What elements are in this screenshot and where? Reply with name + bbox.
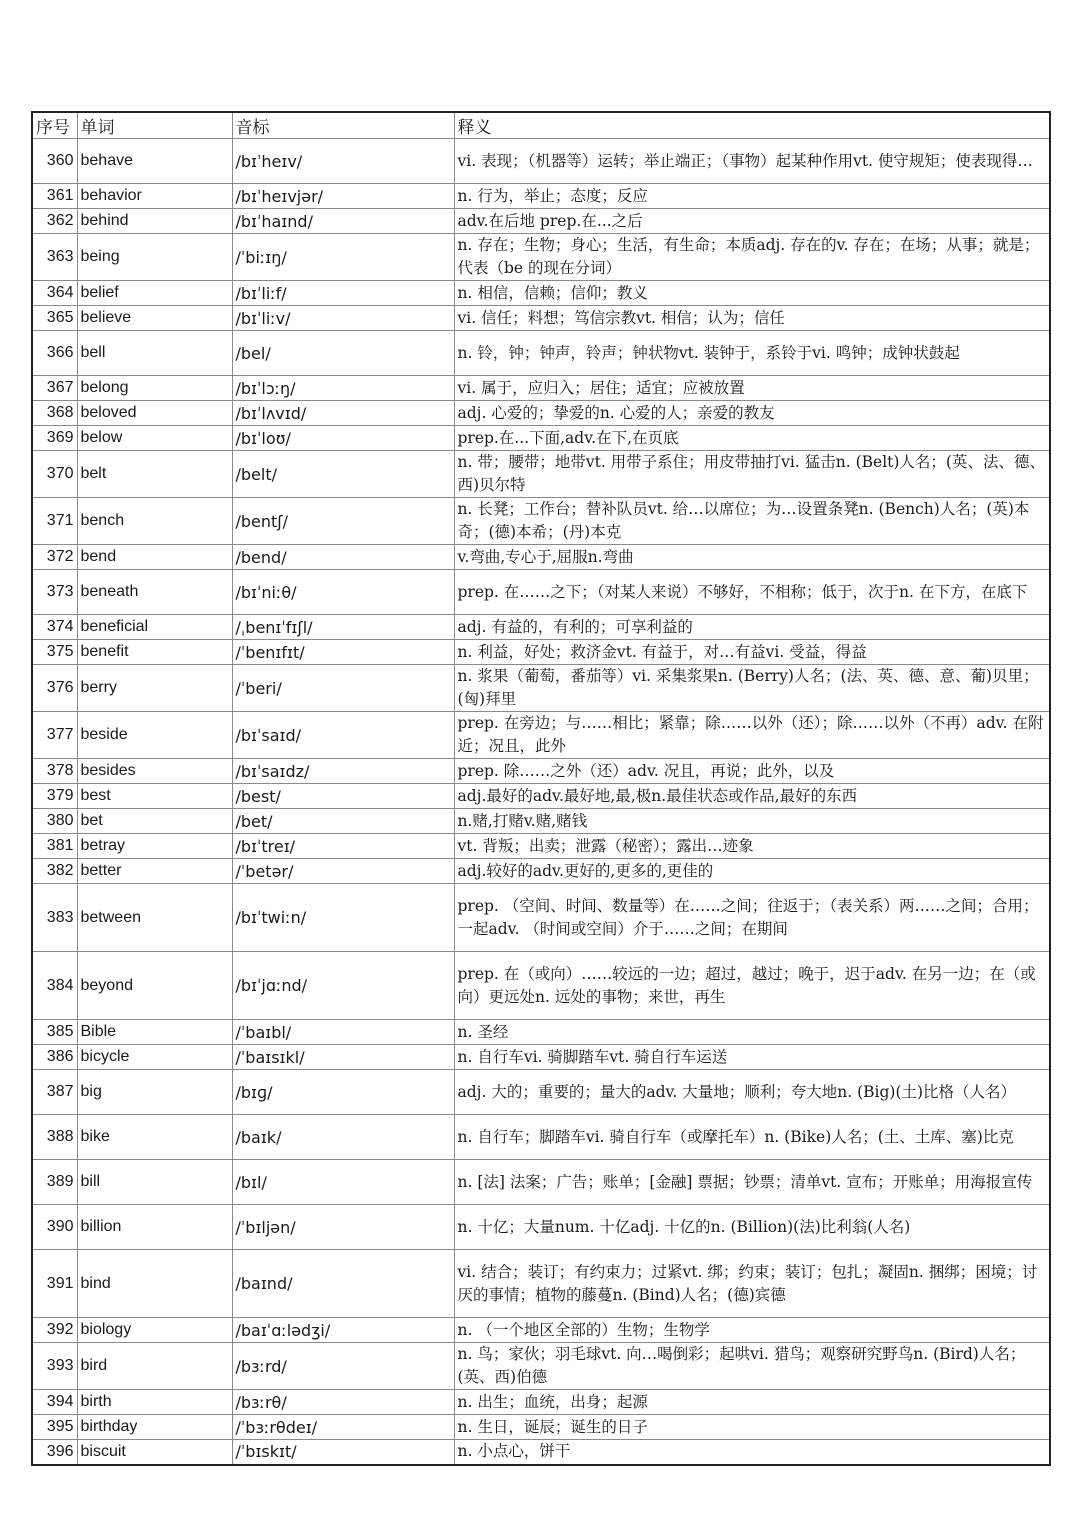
row-word: berry (77, 665, 232, 712)
row-phonetic: /baɪnd/ (232, 1250, 454, 1318)
row-definition: prep.在...下面,adv.在下,在页底 (454, 426, 1050, 451)
row-word: besides (77, 759, 232, 784)
row-word: below (77, 426, 232, 451)
row-phonetic: /bɪˈjɑːnd/ (232, 952, 454, 1020)
row-phonetic: /bɪˈniːθ/ (232, 570, 454, 615)
table-row (32, 952, 1050, 1020)
row-num: 366 (32, 331, 77, 376)
table-row (32, 859, 1050, 884)
row-definition: n. 长凳；工作台；替补队员vt. 给…以席位；为…设置条凳n. (Bench)人名；(英)本奇；(德)本希；(丹)本克 (454, 498, 1050, 545)
row-num: 393 (32, 1343, 77, 1390)
row-word: benefit (77, 640, 232, 665)
row-definition: prep. （空间、时间、数量等）在……之间；往返于；（表关系）两……之间；合用；一起adv. （时间或空间）介于……之间；在期间 (454, 884, 1050, 952)
row-num: 376 (32, 665, 77, 712)
row-phonetic: /bɜːrd/ (232, 1343, 454, 1390)
row-definition: n. [法] 法案；广告；账单；[金融] 票据；钞票；清单vt. 宣布；开账单；用海报宣传 (454, 1160, 1050, 1205)
table-row (32, 1440, 1050, 1465)
table-row (32, 451, 1050, 498)
row-word: birthday (77, 1415, 232, 1440)
row-word: biology (77, 1318, 232, 1343)
row-definition: prep. 在……之下；（对某人来说）不够好，不相称；低于，次于n. 在下方，在底下 (454, 570, 1050, 615)
table-row (32, 139, 1050, 184)
row-phonetic: /belt/ (232, 451, 454, 498)
table-row (32, 615, 1050, 640)
table-row (32, 184, 1050, 209)
row-definition: prep. 除……之外（还）adv. 况且，再说；此外，以及 (454, 759, 1050, 784)
row-word: bend (77, 545, 232, 570)
row-num: 383 (32, 884, 77, 952)
row-num: 374 (32, 615, 77, 640)
row-word: better (77, 859, 232, 884)
row-definition: n. 浆果（葡萄，番茄等）vi. 采集浆果n. (Berry)人名；(法、英、德、意、葡)贝里；(匈)拜里 (454, 665, 1050, 712)
row-phonetic: /bɜːrθ/ (232, 1390, 454, 1415)
row-word: belt (77, 451, 232, 498)
row-definition: v.弯曲,专心于,屈服n.弯曲 (454, 545, 1050, 570)
table-row (32, 1415, 1050, 1440)
row-definition: n. 鸟；家伙；羽毛球vt. 向…喝倒彩；起哄vi. 猎鸟；观察研究野鸟n. (Bird)人名；(英、西)伯德 (454, 1343, 1050, 1390)
table-header-row (32, 112, 1050, 139)
row-num: 378 (32, 759, 77, 784)
row-definition: n. 十亿；大量num. 十亿adj. 十亿的n. (Billion)(法)比利翁(人名) (454, 1205, 1050, 1250)
row-definition: prep. 在（或向）……较远的一边；超过，越过；晚于，迟于adv. 在另一边；在（或向）更远处n. 远处的事物；来世，再生 (454, 952, 1050, 1020)
row-phonetic: /bɪˈhaɪnd/ (232, 209, 454, 234)
row-phonetic: /baɪˈɑːlədʒi/ (232, 1318, 454, 1343)
header-phonetic: 音标 (232, 112, 454, 139)
row-word: biscuit (77, 1440, 232, 1465)
row-phonetic: /bet/ (232, 809, 454, 834)
table-row (32, 1205, 1050, 1250)
row-phonetic: /ˈbiːɪŋ/ (232, 234, 454, 281)
row-definition: vi. 属于，应归入；居住；适宜；应被放置 (454, 376, 1050, 401)
row-word: behind (77, 209, 232, 234)
table-row (32, 784, 1050, 809)
table-row (32, 884, 1050, 952)
row-definition: n. （一个地区全部的）生物；生物学 (454, 1318, 1050, 1343)
row-phonetic: /bɪl/ (232, 1160, 454, 1205)
row-phonetic: /bɪˈliːf/ (232, 281, 454, 306)
row-phonetic: /ˈbaɪsɪkl/ (232, 1045, 454, 1070)
row-word: billion (77, 1205, 232, 1250)
row-num: 384 (32, 952, 77, 1020)
row-word: bill (77, 1160, 232, 1205)
row-phonetic: /bɪɡ/ (232, 1070, 454, 1115)
row-phonetic: /ˈbɪljən/ (232, 1205, 454, 1250)
table-row (32, 401, 1050, 426)
row-word: behave (77, 139, 232, 184)
row-num: 360 (32, 139, 77, 184)
table-row (32, 331, 1050, 376)
row-definition: n. 利益，好处；救济金vt. 有益于，对…有益vi. 受益，得益 (454, 640, 1050, 665)
row-definition: n. 出生；血统，出身；起源 (454, 1390, 1050, 1415)
row-word: best (77, 784, 232, 809)
row-phonetic: /bɪˈlɔːŋ/ (232, 376, 454, 401)
row-word: big (77, 1070, 232, 1115)
vocabulary-table (31, 111, 1051, 1466)
row-word: Bible (77, 1020, 232, 1045)
row-definition: n. 相信，信赖；信仰；教义 (454, 281, 1050, 306)
row-num: 370 (32, 451, 77, 498)
row-phonetic: /baɪk/ (232, 1115, 454, 1160)
row-num: 396 (32, 1440, 77, 1465)
row-phonetic: /ˈbetər/ (232, 859, 454, 884)
row-num: 373 (32, 570, 77, 615)
row-num: 395 (32, 1415, 77, 1440)
table-row (32, 498, 1050, 545)
table-row (32, 234, 1050, 281)
table-row (32, 712, 1050, 759)
header-num: 序号 (32, 112, 77, 139)
row-phonetic: /bɪˈheɪvjər/ (232, 184, 454, 209)
row-num: 372 (32, 545, 77, 570)
row-word: beyond (77, 952, 232, 1020)
row-word: bicycle (77, 1045, 232, 1070)
row-num: 364 (32, 281, 77, 306)
row-num: 371 (32, 498, 77, 545)
row-num: 389 (32, 1160, 77, 1205)
row-word: between (77, 884, 232, 952)
row-num: 365 (32, 306, 77, 331)
row-word: bell (77, 331, 232, 376)
row-definition: vi. 结合；装订；有约束力；过紧vt. 绑；约束；装订；包扎；凝固n. 捆绑；困境；讨厌的事情；植物的藤蔓n. (Bind)人名；(德)宾德 (454, 1250, 1050, 1318)
row-phonetic: /bɪˈloʊ/ (232, 426, 454, 451)
row-definition: adj. 心爱的；挚爱的n. 心爱的人；亲爱的教友 (454, 401, 1050, 426)
table-row (32, 376, 1050, 401)
row-definition: n. 存在；生物；身心；生活，有生命；本质adj. 存在的v. 存在；在场；从事；就是；代表（be 的现在分词） (454, 234, 1050, 281)
row-phonetic: /bend/ (232, 545, 454, 570)
row-definition: n.赌,打赌v.赌,赌钱 (454, 809, 1050, 834)
row-word: beside (77, 712, 232, 759)
row-word: believe (77, 306, 232, 331)
row-phonetic: /bel/ (232, 331, 454, 376)
row-phonetic: /bɪˈtwiːn/ (232, 884, 454, 952)
row-definition: adj.较好的adv.更好的,更多的,更佳的 (454, 859, 1050, 884)
row-word: belief (77, 281, 232, 306)
row-word: bet (77, 809, 232, 834)
row-phonetic: /best/ (232, 784, 454, 809)
row-definition: n. 小点心，饼干 (454, 1440, 1050, 1465)
table-row (32, 1390, 1050, 1415)
row-num: 377 (32, 712, 77, 759)
table-row (32, 759, 1050, 784)
row-phonetic: /ˈbɪskɪt/ (232, 1440, 454, 1465)
row-word: bike (77, 1115, 232, 1160)
table-row (32, 1160, 1050, 1205)
row-phonetic: /ˈberi/ (232, 665, 454, 712)
row-num: 380 (32, 809, 77, 834)
table-row (32, 209, 1050, 234)
row-num: 382 (32, 859, 77, 884)
table-row (32, 1250, 1050, 1318)
row-definition: vt. 背叛；出卖；泄露（秘密）；露出…迹象 (454, 834, 1050, 859)
table-row (32, 1020, 1050, 1045)
row-definition: n. 带；腰带；地带vt. 用带子系住；用皮带抽打vi. 猛击n. (Belt)人名；(英、法、德、西)贝尔特 (454, 451, 1050, 498)
row-word: birth (77, 1390, 232, 1415)
table-row (32, 306, 1050, 331)
row-definition: n. 铃，钟；钟声，铃声；钟状物vt. 装钟于，系铃于vi. 鸣钟；成钟状鼓起 (454, 331, 1050, 376)
row-num: 369 (32, 426, 77, 451)
row-definition: n. 圣经 (454, 1020, 1050, 1045)
row-word: bench (77, 498, 232, 545)
table-row (32, 426, 1050, 451)
table-row (32, 665, 1050, 712)
row-word: beloved (77, 401, 232, 426)
table-row (32, 1343, 1050, 1390)
row-definition: vi. 表现；（机器等）运转；举止端正；（事物）起某种作用vt. 使守规矩；使表现得… (454, 139, 1050, 184)
row-word: bind (77, 1250, 232, 1318)
table-row (32, 1318, 1050, 1343)
row-definition: adj. 大的；重要的；量大的adv. 大量地；顺利；夸大地n. (Big)(土)比格（人名） (454, 1070, 1050, 1115)
row-definition: n. 行为，举止；态度；反应 (454, 184, 1050, 209)
row-definition: vi. 信任；料想；笃信宗教vt. 相信；认为；信任 (454, 306, 1050, 331)
row-num: 367 (32, 376, 77, 401)
row-word: beneath (77, 570, 232, 615)
table-row (32, 1045, 1050, 1070)
row-definition: prep. 在旁边；与……相比；紧靠；除……以外（还）；除……以外（不再）adv. 在附近；况且，此外 (454, 712, 1050, 759)
row-num: 368 (32, 401, 77, 426)
row-phonetic: /bentʃ/ (232, 498, 454, 545)
table-row (32, 281, 1050, 306)
row-num: 391 (32, 1250, 77, 1318)
row-definition: adj. 有益的，有利的；可享利益的 (454, 615, 1050, 640)
table-row (32, 545, 1050, 570)
row-phonetic: /bɪˈheɪv/ (232, 139, 454, 184)
table-row (32, 640, 1050, 665)
row-num: 390 (32, 1205, 77, 1250)
row-word: betray (77, 834, 232, 859)
row-num: 379 (32, 784, 77, 809)
row-num: 363 (32, 234, 77, 281)
row-num: 392 (32, 1318, 77, 1343)
row-phonetic: /bɪˈsaɪd/ (232, 712, 454, 759)
row-word: belong (77, 376, 232, 401)
row-word: beneficial (77, 615, 232, 640)
row-definition: adv.在后地 prep.在...之后 (454, 209, 1050, 234)
table-row (32, 809, 1050, 834)
table-row (32, 1115, 1050, 1160)
row-num: 375 (32, 640, 77, 665)
row-phonetic: /bɪˈsaɪdz/ (232, 759, 454, 784)
row-definition: n. 自行车vi. 骑脚踏车vt. 骑自行车运送 (454, 1045, 1050, 1070)
row-phonetic: /bɪˈlʌvɪd/ (232, 401, 454, 426)
table-row (32, 570, 1050, 615)
row-word: bird (77, 1343, 232, 1390)
header-word: 单词 (77, 112, 232, 139)
header-definition: 释义 (454, 112, 1050, 139)
row-definition: n. 自行车；脚踏车vi. 骑自行车（或摩托车）n. (Bike)人名；(土、土库、塞)比克 (454, 1115, 1050, 1160)
row-num: 385 (32, 1020, 77, 1045)
row-num: 387 (32, 1070, 77, 1115)
row-word: behavior (77, 184, 232, 209)
row-phonetic: /ˈbaɪbl/ (232, 1020, 454, 1045)
table-row (32, 1070, 1050, 1115)
row-definition: adj.最好的adv.最好地,最,极n.最佳状态或作品,最好的东西 (454, 784, 1050, 809)
row-phonetic: /ˈbenɪfɪt/ (232, 640, 454, 665)
row-num: 381 (32, 834, 77, 859)
row-num: 388 (32, 1115, 77, 1160)
row-phonetic: /bɪˈliːv/ (232, 306, 454, 331)
row-num: 386 (32, 1045, 77, 1070)
row-phonetic: /ˈbɜːrθdeɪ/ (232, 1415, 454, 1440)
table-row (32, 834, 1050, 859)
row-definition: n. 生日，诞辰；诞生的日子 (454, 1415, 1050, 1440)
row-num: 394 (32, 1390, 77, 1415)
row-num: 361 (32, 184, 77, 209)
row-num: 362 (32, 209, 77, 234)
row-phonetic: /ˌbenɪˈfɪʃl/ (232, 615, 454, 640)
row-phonetic: /bɪˈtreɪ/ (232, 834, 454, 859)
row-word: being (77, 234, 232, 281)
